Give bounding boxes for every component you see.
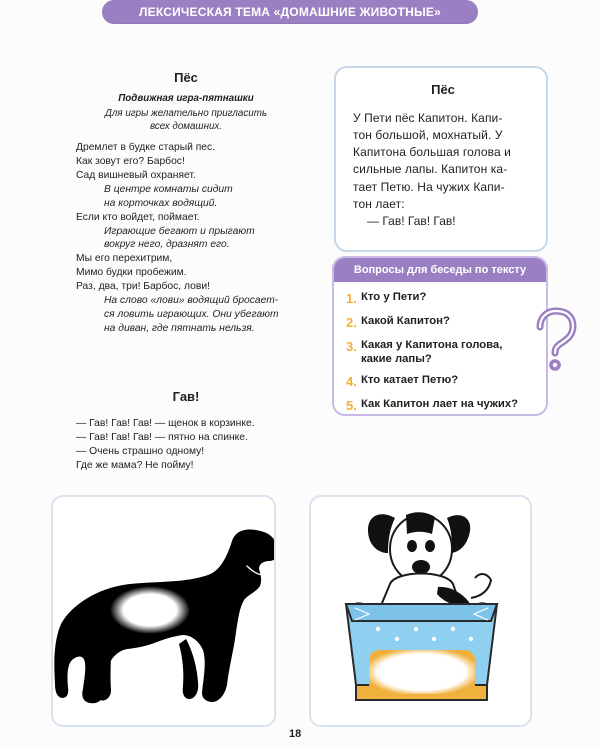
poem-instruction-line: ся ловить играющих. Они убегают [104,308,279,320]
question-item [346,339,528,367]
question-mark-icon [526,306,578,372]
question-item [346,315,528,331]
question-number: 5. [346,398,357,414]
story-title: Пёс [431,82,455,97]
dog-silhouette-icon [53,497,274,725]
poem-instruction-line: вокруг него, дразнят его. [104,239,230,251]
poem-instruction-line: на диван, где пятнать нельзя. [104,322,255,334]
poem-instruction-line: В центре комнаты сидит [104,183,233,195]
poem-line: Как зовут его? Барбос! [76,156,185,168]
story-last-line: — Гав! Гав! Гав! [367,213,456,228]
story-line: тон большой, мохнатый. У [353,128,503,143]
dog-silhouette-card [51,495,276,727]
poem-note-line-1: Для игры желательно пригласить [104,107,268,119]
story-line: У Пети пёс Капитон. Капи- [353,111,503,125]
story-line: Капитона большая голова и [353,145,511,160]
questions-title: Вопросы для беседы по тексту [353,264,527,276]
question-number: 1. [346,291,357,306]
question-text: Кто у Пети? [361,291,427,303]
question-item [346,398,528,414]
poem-line: Если кто войдет, поймает. [76,211,200,223]
gav-line: — Гав! Гав! Гав! — щенок в корзинке. [76,418,255,430]
gav-title: Гав! [172,388,200,404]
story-line: сильные лапы. Капитон ка- [353,162,508,177]
poem-line: Мимо будки пробежим. [76,267,187,279]
header-title: ЛЕКСИЧЕСКАЯ ТЕМА «ДОМАШНИЕ ЖИВОТНЫЕ» [139,5,441,19]
poem-title: Пёс [174,70,198,85]
story-line: тон лает: [353,196,405,211]
question-number: 4. [346,374,357,390]
question-number: 2. [346,314,357,330]
poem-instruction-line: Играющие бегают и прыгают [104,225,255,237]
questions-header [334,258,546,282]
poem-line: Мы его перехитрим, [76,253,173,265]
lexical-topic-header [102,0,478,24]
poem-instruction-line: на корточках водящий. [104,197,218,209]
gav-line: — Гав! Гав! Гав! — пятно на спинке. [76,432,248,444]
poem-instruction-line: На слово «лови» водящий бросает- [104,295,279,306]
page-number: 18 [289,728,302,740]
section-spacer [76,336,296,388]
poem-note [76,107,296,133]
poem-line: Сад вишневый охраняет. [76,169,196,181]
poem-note-line-2: всех домашних. [149,120,223,132]
story-card [334,66,548,252]
puppy-in-basket-icon [311,497,532,725]
question-number: 3. [346,338,357,354]
poem-section [76,69,296,473]
questions-card [332,256,548,416]
poem-line: Дремлет в будке старый пес. [76,142,216,154]
poem-line: Раз, два, три! Барбос, лови! [76,281,210,293]
story-line: тает Петю. На чужих Капи- [353,179,505,194]
question-item [346,291,528,307]
question-text: Какая у Капитона голова, какие лапы? [361,338,503,365]
questions-list [346,291,528,416]
question-text: Какой Капитон? [361,314,450,327]
gav-line: — Очень страшно одному! [76,446,205,457]
question-text: Как Капитон лает на чужих? [361,398,519,411]
gav-line: Где же мама? Не пойму! [76,459,194,471]
question-item [346,374,528,390]
puppy-basket-card [309,495,532,727]
poem-subtitle: Подвижная игра-пятнашки [118,92,254,104]
question-text: Кто катает Петю? [361,374,459,387]
